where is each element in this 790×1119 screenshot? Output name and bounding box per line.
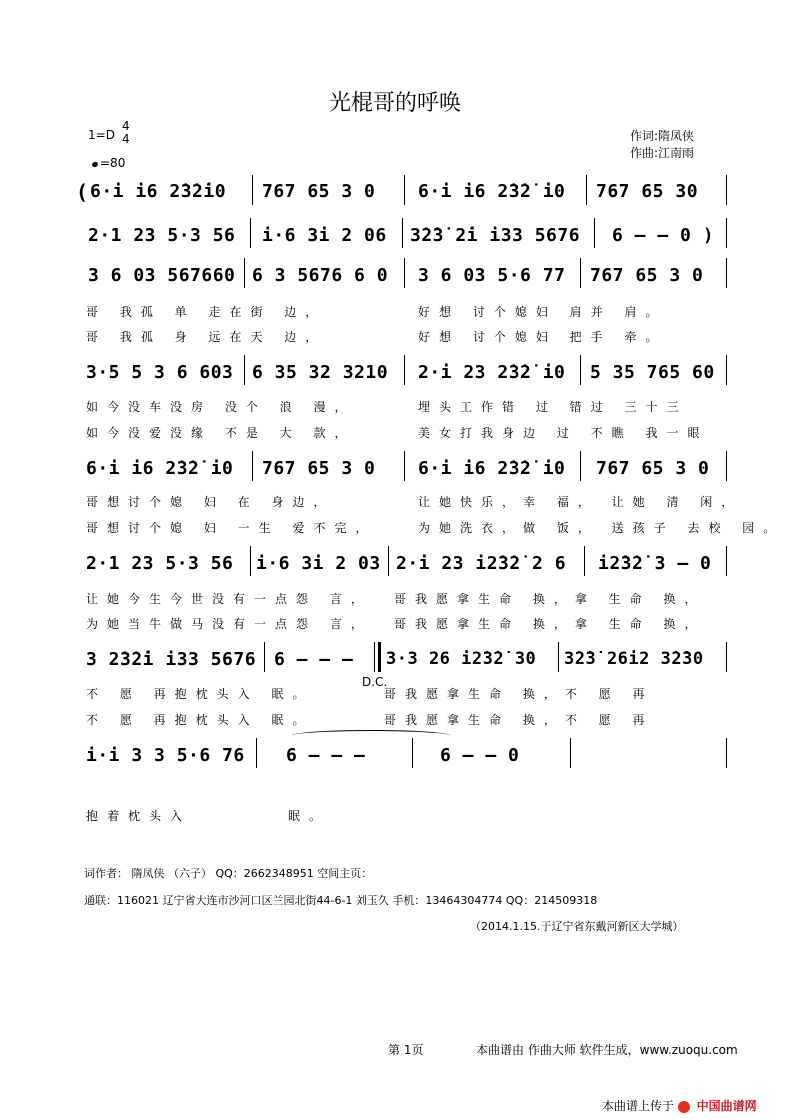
lyric-line: 哥想讨个媳 妇 在 身边， bbox=[86, 495, 335, 509]
lyric-line: 不 愿 再抱枕头入 眠。 bbox=[86, 687, 314, 701]
measure: 3·5 5 3 6 603 bbox=[86, 362, 234, 383]
barline bbox=[580, 258, 581, 288]
time-sig-top: 4 bbox=[122, 119, 130, 133]
tie bbox=[292, 730, 450, 741]
lyric-line: 让她快乐，幸 福， 让她 清 闲， bbox=[418, 495, 743, 509]
barline bbox=[558, 642, 559, 672]
barline bbox=[256, 738, 257, 768]
measure: 3 2̇3̇2̇i i33 5676 bbox=[86, 649, 257, 670]
lyric-line: 好想 讨个媳妇 把手 牵。 bbox=[418, 330, 667, 344]
measure: i·6 3i 2 03 bbox=[256, 553, 381, 574]
generator-note: 本曲谱由 作曲大师 软件生成，www.zuoqu.com bbox=[476, 1043, 738, 1057]
lyric-line: 哥我愿拿生命 换，不 愿 再 bbox=[384, 713, 654, 727]
measure: 3 6 03 567660 bbox=[88, 265, 236, 286]
barline bbox=[580, 451, 581, 481]
barline bbox=[584, 546, 585, 576]
repeat-barline bbox=[374, 642, 375, 672]
measure: 6·i i6 2̇3̇2̇i0 bbox=[90, 181, 227, 202]
measure: i·6 3i 2 06 bbox=[262, 225, 387, 246]
lyricist-credit: 作词:隋凤侠 bbox=[630, 129, 695, 143]
measure: 2·i 23 i2̇3̇2̇ 2 6 bbox=[396, 553, 567, 574]
barline bbox=[252, 451, 253, 481]
barline bbox=[250, 546, 251, 576]
date-note: （2014.1.15.于辽宁省东戴河新区大学城） bbox=[470, 920, 684, 933]
site-logo-icon bbox=[678, 1101, 690, 1113]
barline bbox=[726, 175, 727, 205]
lyric-line: 美女打我身边 过 不瞧 我一眼 bbox=[418, 426, 709, 440]
lyric-line: 哥我愿拿生命 换，拿 生命 换， bbox=[394, 592, 706, 606]
measure: 767 65 3 0 bbox=[262, 181, 376, 202]
lyric-line: 如今没爱没缘 不是 大 款， bbox=[86, 426, 356, 440]
barline bbox=[404, 175, 405, 205]
barline bbox=[726, 642, 727, 672]
barline bbox=[726, 738, 727, 768]
barline bbox=[594, 218, 595, 248]
measure: 3̇2̇3̇ 26i2 3̇2̇30 bbox=[564, 649, 704, 669]
lyric-line: 哥 我孤 单 走在街 边， bbox=[86, 305, 327, 319]
barline bbox=[726, 258, 727, 288]
measure: 6 – – – bbox=[286, 745, 366, 766]
lyric-line: 眠。 bbox=[288, 809, 331, 823]
lyric-line: 抱着枕头入 bbox=[86, 809, 192, 823]
barline bbox=[726, 546, 727, 576]
barline bbox=[252, 175, 253, 205]
barline bbox=[244, 258, 245, 288]
measure: 6 – – – bbox=[274, 649, 354, 670]
measure: i2̇3̇2̇ 3 – 0 bbox=[598, 553, 712, 574]
lyric-line: 哥 我孤 身 远在天 边， bbox=[86, 330, 327, 344]
barline bbox=[402, 218, 403, 248]
measure: 6 35 32 3210 bbox=[252, 362, 389, 383]
measure: 6 – – 0 bbox=[440, 745, 520, 766]
measure: i·i 3 3 5·6 76 bbox=[86, 745, 245, 766]
measure: 6 – – 0 ) bbox=[612, 225, 715, 246]
site-name: 中国曲谱网 bbox=[696, 1099, 757, 1113]
contact-info: 通联：116021 辽宁省大连市沙河口区兰园北街44-6-1 刘玉久 手机：13464304774 QQ：214509318 bbox=[84, 894, 598, 907]
lyric-line: 哥我愿拿生命 换，不 愿 再 bbox=[384, 687, 654, 701]
barline bbox=[726, 218, 727, 248]
measure: 767 65 3 0 bbox=[590, 265, 704, 286]
barline bbox=[404, 451, 405, 481]
barline bbox=[412, 738, 413, 768]
author-info: 词作者： 隋凤侠 （六子） QQ：2662348951 空间主页： bbox=[84, 867, 373, 880]
barline bbox=[264, 642, 265, 672]
da-capo-mark: D.C. bbox=[362, 675, 388, 689]
measure: 767 65 3 0 bbox=[596, 458, 710, 479]
repeat-barline-thick bbox=[378, 642, 381, 672]
measure: 6·i i6 2̇3̇2̇ i0 bbox=[86, 458, 234, 479]
measure: 3·3 26 i2̇3̇2̇ 30 bbox=[386, 649, 537, 669]
measure: 5 35 765 60 bbox=[590, 362, 715, 383]
barline bbox=[726, 355, 727, 385]
barline bbox=[388, 546, 389, 576]
lyric-line: 不 愿 再抱枕头入 眠。 bbox=[86, 713, 314, 727]
measure: 3 6 03 5·6 77 bbox=[418, 265, 566, 286]
barline bbox=[726, 451, 727, 481]
tempo-mark bbox=[92, 156, 125, 170]
lyric-line: 让她今生今世没有一点怨 言， bbox=[86, 592, 372, 606]
lyric-line: 好想 讨个媳妇 肩并 肩。 bbox=[418, 305, 667, 319]
song-title: 光棍哥的呼唤 bbox=[328, 91, 461, 116]
measure: 2·1 23 5·3 56 bbox=[88, 225, 236, 246]
lyric-line: 为她当牛做马没有一点怨 言， bbox=[86, 617, 372, 631]
measure: 6·i i6 2̇3̇2̇ i0 bbox=[418, 458, 566, 479]
measure: 2·1 23 5·3 56 bbox=[86, 553, 234, 574]
barline bbox=[244, 355, 245, 385]
measure: 767 65 3 0 bbox=[262, 458, 376, 479]
measure: 6·i i6 2̇3̇2̇ i0 bbox=[418, 181, 566, 202]
barline bbox=[570, 738, 571, 768]
time-sig-bottom: 4 bbox=[122, 132, 130, 146]
tempo-value: =80 bbox=[100, 156, 126, 170]
measure: 767 65 30 bbox=[596, 181, 699, 202]
barline bbox=[580, 355, 581, 385]
lyric-line: 哥想讨个媳 妇 一生 爱不完， bbox=[86, 521, 377, 535]
measure: 3̇2̇3̇ 2̇i i33 5676 bbox=[410, 225, 581, 246]
lyric-line: 如今没车没房 没个 浪 漫， bbox=[86, 400, 356, 414]
key-signature: 1=D bbox=[88, 128, 115, 142]
barline bbox=[404, 258, 405, 288]
open-paren: ( bbox=[76, 180, 89, 204]
lyric-line: 为她洗衣，做 饭， 送孩子 去校 园。 bbox=[418, 521, 785, 535]
upload-label: 本曲谱上传于 bbox=[602, 1099, 675, 1113]
page-number: 第 1页 bbox=[388, 1043, 424, 1057]
quarter-note-icon bbox=[91, 161, 98, 168]
barline bbox=[586, 175, 587, 205]
measure: 2·i 23 2̇3̇2̇ i0 bbox=[418, 362, 566, 383]
lyric-line: 埋头工作错 过 错过 三十三 bbox=[418, 400, 688, 414]
composer-credit: 作曲:江南雨 bbox=[630, 146, 695, 160]
lyric-line: 哥我愿拿生命 换，拿 生命 换， bbox=[394, 617, 706, 631]
measure: 6 3 5676 6 0 bbox=[252, 265, 389, 286]
time-signature bbox=[122, 120, 130, 146]
upload-note bbox=[602, 1097, 757, 1114]
barline bbox=[250, 218, 251, 248]
barline bbox=[404, 355, 405, 385]
